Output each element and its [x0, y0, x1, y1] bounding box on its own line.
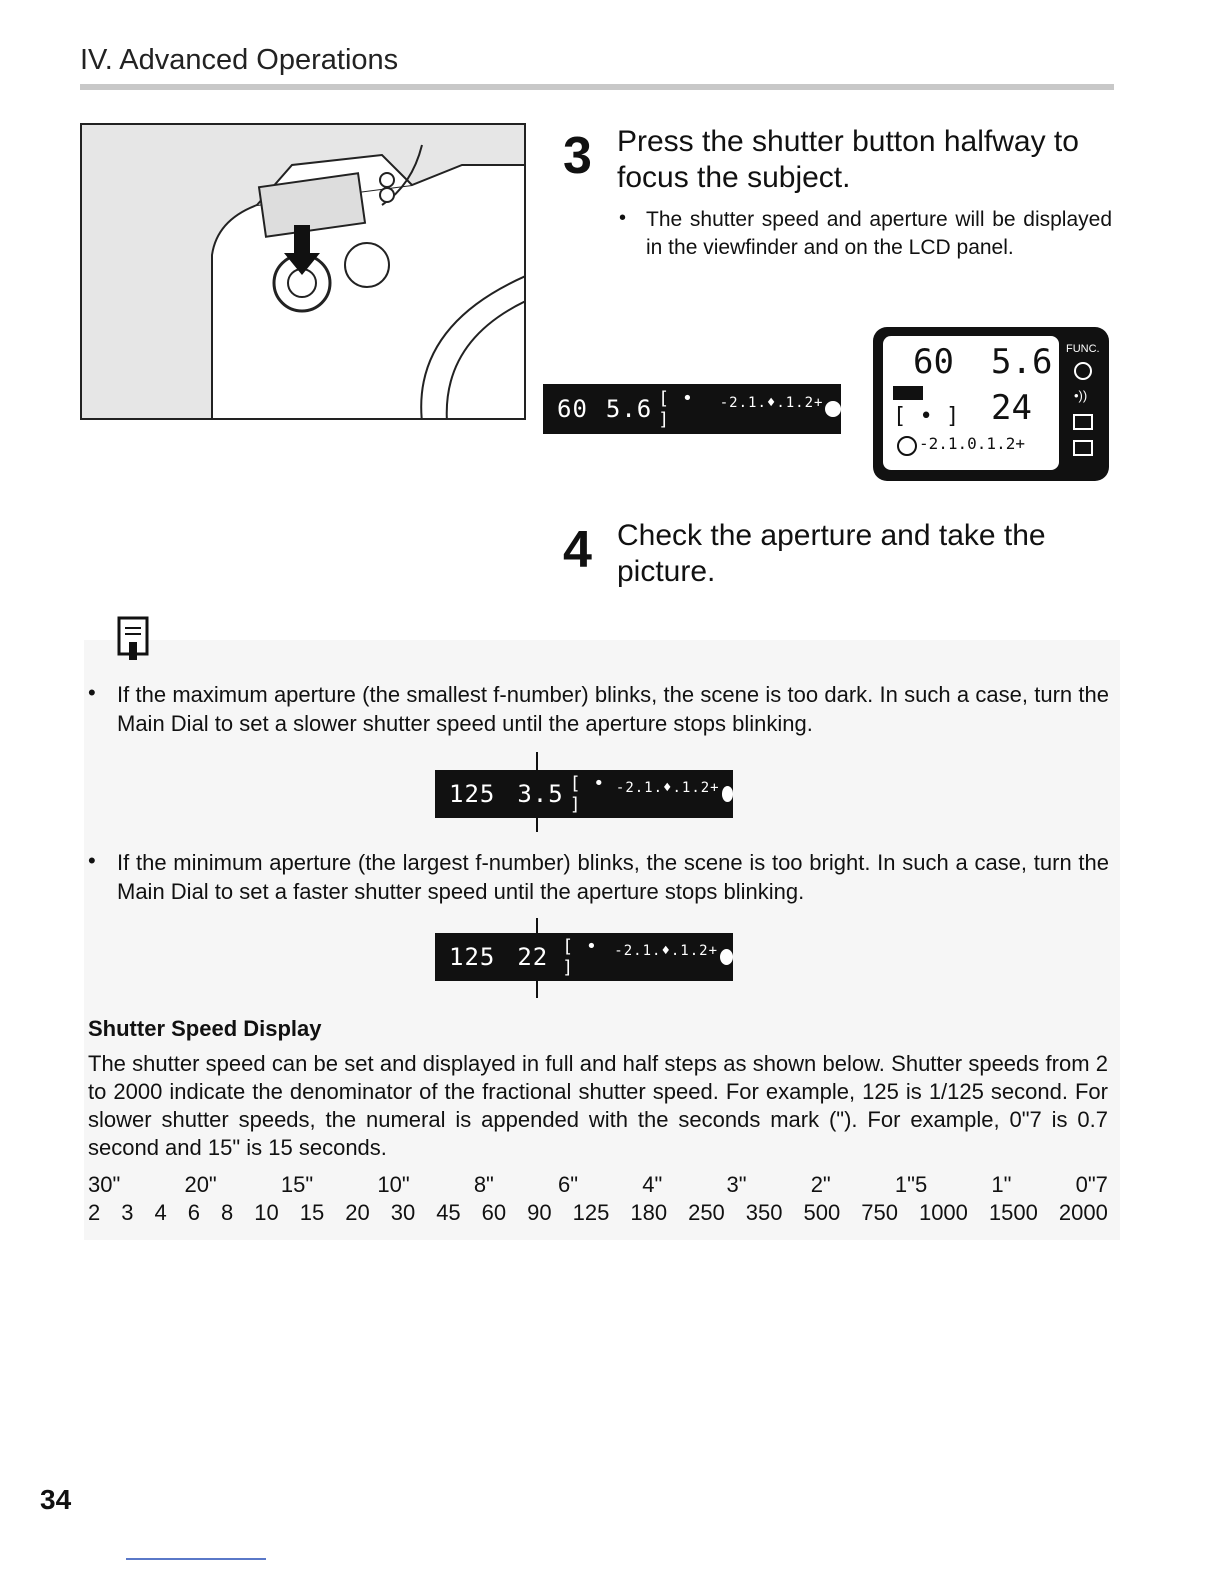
section-title: IV. Advanced Operations	[80, 44, 399, 76]
speed-value: 8	[221, 1200, 234, 1225]
camera-illustration	[80, 123, 526, 420]
vf-shutter: 125	[449, 943, 496, 971]
speed-value: 30"	[88, 1172, 121, 1197]
af-frame-icon: [ • ]	[893, 404, 960, 429]
speed-value: 350	[745, 1200, 783, 1225]
vf-exposure-scale: -2.1.♦.1.2+	[614, 943, 719, 959]
speed-value: 125	[572, 1200, 610, 1225]
lcd-shutter: 60	[913, 342, 954, 382]
speed-value: 20"	[184, 1172, 217, 1197]
lcd-exposure-scale: -2.1.0.1.2+	[919, 434, 1025, 453]
speed-value: 30	[390, 1200, 416, 1225]
focus-dot-icon	[825, 401, 841, 417]
vf-aperture: 5.6	[605, 395, 653, 423]
viewfinder-display-bright	[435, 933, 733, 981]
continuous-icon	[1073, 440, 1093, 456]
beep-icon: •))	[1074, 388, 1088, 403]
speed-value: 750	[861, 1200, 898, 1225]
speed-value: 3	[121, 1200, 134, 1225]
step-4-number: 4	[563, 521, 592, 579]
lcd-screen	[883, 336, 1059, 470]
vf-shutter: 125	[449, 780, 496, 808]
speed-value: 500	[803, 1200, 841, 1225]
title-rule	[80, 84, 1114, 90]
memo-icon	[117, 616, 149, 662]
focus-dot-icon	[720, 949, 733, 965]
vf-af-marker: [ • ]	[569, 773, 606, 815]
speed-value: 90	[527, 1200, 552, 1225]
focus-dot-icon	[722, 786, 733, 802]
bullet-icon: •	[88, 680, 96, 705]
speed-value: 180	[630, 1200, 668, 1225]
speed-value: 4	[154, 1200, 167, 1225]
footer-line	[126, 1558, 266, 1560]
speed-value: 60	[481, 1200, 507, 1225]
speed-value: 6"	[558, 1172, 579, 1197]
speed-value: 0"7	[1075, 1172, 1108, 1197]
speed-row-seconds	[88, 1172, 1108, 1198]
battery-icon	[893, 386, 923, 400]
lcd-frame-count: 24	[991, 388, 1032, 428]
red-eye-icon	[1074, 362, 1092, 380]
shutter-speed-heading: Shutter Speed Display	[88, 1016, 322, 1041]
vf-shutter: 60	[557, 395, 588, 423]
note-2-text: If the minimum aperture (the largest f-number) blinks, the scene is too bright. In such a case, turn the Main Dial to set a faster shutter speed until the aperture stops blinking.	[117, 850, 1109, 904]
step-3-number: 3	[563, 127, 592, 185]
step-3-text: Press the shutter button halfway to focus the subject.	[617, 125, 1079, 194]
speed-value: 1500	[988, 1200, 1038, 1225]
lcd-aperture: 5.6	[991, 342, 1053, 382]
speed-value: 2"	[810, 1172, 831, 1197]
shutter-speed-paragraph: The shutter speed can be set and displayed in full and half steps as shown below. Shutter speeds from 2 to 2000 indicate the denominator of the fractional shutter speed. For example, 125 is 1/125 second. For slower shutter speeds, the numeral is appended with the seconds mark ("). For example, 0"7 is 0.7 second and 15" is 15 seconds.	[88, 1051, 1108, 1160]
speed-row-fractions	[88, 1200, 1108, 1226]
speed-value: 2000	[1058, 1200, 1108, 1225]
speed-value: 45	[436, 1200, 461, 1225]
step-4-text: Check the aperture and take the picture.	[617, 519, 1046, 588]
vf-exposure-scale: -2.1.♦.1.2+	[615, 780, 720, 796]
func-label: FUNC.	[1066, 343, 1100, 355]
page-number: 34	[40, 1484, 72, 1515]
camera-drawing	[82, 125, 526, 420]
vf-exposure-scale: -2.1.♦.1.2+	[719, 395, 824, 411]
speed-value: 20	[345, 1200, 370, 1225]
viewfinder-display	[543, 384, 841, 434]
speed-value: 1"	[991, 1172, 1012, 1197]
speed-value: 1000	[918, 1200, 968, 1225]
single-frame-icon	[1073, 414, 1093, 430]
speed-value: 2	[88, 1200, 101, 1225]
vf-aperture: 22	[517, 943, 549, 971]
vf-af-marker: [ • ]	[562, 936, 598, 978]
bullet-icon: •	[619, 207, 627, 229]
metering-icon	[897, 436, 917, 456]
speed-value: 4"	[642, 1172, 663, 1197]
speed-value: 10	[254, 1200, 279, 1225]
speed-value: 6	[187, 1200, 200, 1225]
bullet-icon: •	[88, 848, 96, 873]
speed-value: 250	[688, 1200, 725, 1225]
speed-value: 1"5	[894, 1172, 928, 1197]
vf-aperture: 3.5	[517, 780, 564, 808]
note-1-text: If the maximum aperture (the smallest f-number) blinks, the scene is too dark. In such a case, turn the Main Dial to set a slower shutter speed until the aperture stops blinking.	[117, 682, 1109, 736]
speed-value: 3"	[726, 1172, 747, 1197]
speed-value: 15	[299, 1200, 325, 1225]
speed-value: 15"	[280, 1172, 314, 1197]
step-3-bullet: The shutter speed and aperture will be displayed in the viewfinder and on the LCD panel.	[646, 208, 1112, 259]
vf-af-marker: [ • ]	[658, 388, 694, 430]
speed-value: 8"	[473, 1172, 494, 1197]
speed-value: 10"	[377, 1172, 410, 1197]
viewfinder-display-dark	[435, 770, 733, 818]
